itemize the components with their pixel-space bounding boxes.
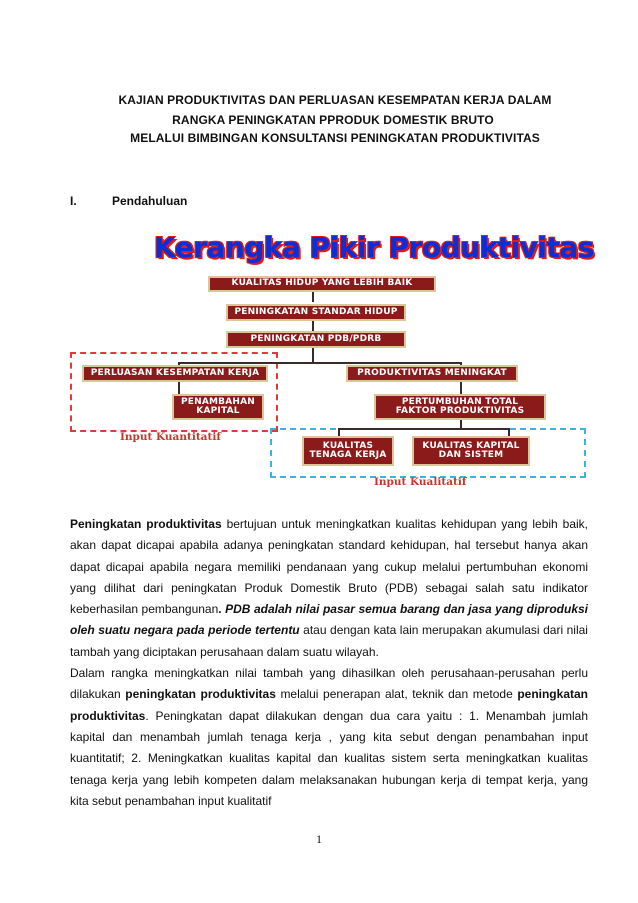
document-title-line-3: MELALUI BIMBINGAN KONSULTANSI PENINGKATAN PRODUKTIVITAS — [130, 131, 540, 145]
document-title-line-2: RANGKA PENINGKATAN PPRODUK DOMESTIK BRUTO — [172, 113, 494, 127]
box-labor-quality: KUALITAS TENAGA KERJA — [302, 436, 394, 466]
connector-line — [178, 362, 460, 364]
text-run: Dalam rangka meningkatkan nilai tambah yang dihasilkan oleh perusahaan-perusahan perlu dilakukan — [70, 666, 588, 702]
text-run: melalui penerapan alat, teknik dan metode — [275, 687, 518, 702]
text-run: . Peningkatan dapat dilakukan dengan dua cara yaitu : 1. Menambah jumlah kapital dan menambah jumlah tenaga kerja , yang kita sebut dengan penambahan input kuantitatif; 2. Meningkatkan kualitas kapital dan kualitas sistem serta meningkatkan kualitas tenaga kerja yang lebih kompeten dalam melaksanakan hubungan kerja di tempat kerja, yang kita sebut penambahan input kualitatif — [70, 708, 588, 808]
connector-line — [460, 380, 462, 395]
text-run: bertujuan untuk meningkatkan kualitas kehidupan yang lebih baik, akan dapat dicapai apabila adanya peningkatan standard kehidupan, hal tersebut hanya akan dapat dicapai apabila negara memiliki pendanaan yang cukup melalui pertumbuhan ekonomi yang dilihat dari peningkatan Produk Domestik Bruto (PDB) sebagai salah satu indikator keberhasilan pembangunan — [70, 517, 589, 617]
bold-term: peningkatan produktivitas — [125, 687, 276, 702]
section-number: I. — [70, 194, 77, 208]
connector-line — [508, 428, 510, 436]
label-quantitative-input: Input Kuantitatif — [120, 431, 221, 443]
box-capital-addition: PENAMBAHAN KAPITAL — [172, 394, 264, 420]
box-living-standard: PENINGKATAN STANDAR HIDUP — [226, 304, 406, 321]
box-total-factor-productivity: PERTUMBUHAN TOTAL FAKTOR PRODUKTIVITAS — [374, 394, 546, 420]
connector-line — [178, 380, 180, 395]
paragraph-1 — [70, 514, 588, 663]
bold-term: peningkatan produktivitas — [70, 687, 588, 723]
box-productivity-increase: PRODUKTIVITAS MENINGKAT — [346, 365, 518, 382]
quantitative-input-region — [70, 352, 278, 432]
label-qualitative-input: Input Kualitatif — [374, 476, 467, 488]
connector-line — [338, 428, 340, 436]
productivity-framework-diagram — [68, 224, 594, 496]
text-run: atau dengan kata lain merupakan akumulasi dari nilai tambah yang diciptakan perusahaan dalam suatu wilayah. — [70, 623, 588, 659]
box-employment-expansion: PERLUASAN KESEMPATAN KERJA — [82, 365, 268, 382]
connector-line — [312, 321, 314, 331]
bold-dot: . — [218, 602, 222, 617]
section-heading: Pendahuluan — [112, 194, 188, 208]
connector-line — [338, 428, 510, 430]
diagram-banner: Kerangka Pikir Produktivitas — [154, 231, 594, 264]
box-pdb-increase: PENINGKATAN PDB/PDRB — [226, 331, 406, 348]
body-text — [70, 514, 588, 812]
pdb-definition: PDB adalah nilai pasar semua barang dan jasa yang diproduksi oleh suatu negara pada periode tertentu — [70, 602, 588, 638]
paragraph-2 — [70, 663, 588, 812]
page-number: 1 — [316, 832, 322, 846]
box-capital-system-quality: KUALITAS KAPITAL DAN SISTEM — [412, 436, 530, 466]
box-quality-of-life: KUALITAS HIDUP YANG LEBIH BAIK — [208, 276, 436, 292]
connector-line — [460, 419, 462, 428]
document-title-line-1: KAJIAN PRODUKTIVITAS DAN PERLUASAN KESEMPATAN KERJA DALAM — [118, 93, 552, 107]
bold-term: Peningkatan produktivitas — [70, 517, 222, 531]
